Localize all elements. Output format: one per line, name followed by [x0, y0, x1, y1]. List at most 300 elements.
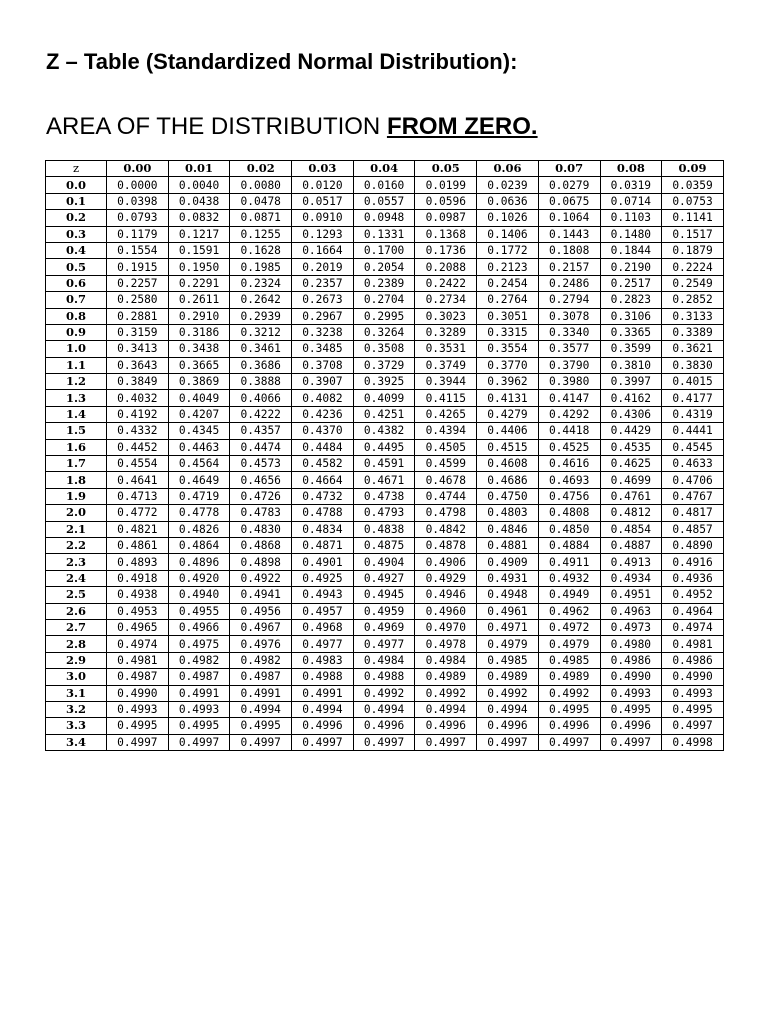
table-cell: 0.4977	[353, 636, 415, 652]
table-cell: 0.4251	[353, 406, 415, 422]
table-cell: 0.3599	[600, 341, 662, 357]
table-cell: 0.4920	[168, 570, 230, 586]
table-cell: 0.4890	[662, 537, 724, 553]
table-cell: 0.4463	[168, 439, 230, 455]
table-cell: 0.4994	[292, 701, 354, 717]
row-header: 0.2	[46, 210, 107, 226]
table-cell: 0.4955	[168, 603, 230, 619]
row-header: 2.2	[46, 537, 107, 553]
table-cell: 0.4995	[662, 701, 724, 717]
table-cell: 0.2580	[107, 292, 169, 308]
table-cell: 0.1950	[168, 259, 230, 275]
table-row	[46, 734, 724, 750]
table-cell: 0.4394	[415, 423, 477, 439]
table-cell: 0.1664	[292, 242, 354, 258]
table-cell: 0.4995	[538, 701, 600, 717]
row-header: 1.5	[46, 423, 107, 439]
table-cell: 0.4943	[292, 587, 354, 603]
table-cell: 0.4830	[230, 521, 292, 537]
table-cell: 0.4946	[415, 587, 477, 603]
table-cell: 0.4904	[353, 554, 415, 570]
table-cell: 0.4983	[292, 652, 354, 668]
table-cell: 0.4726	[230, 488, 292, 504]
row-header: 0.5	[46, 259, 107, 275]
table-cell: 0.4940	[168, 587, 230, 603]
table-row	[46, 324, 724, 340]
table-cell: 0.0753	[662, 193, 724, 209]
table-cell: 0.4332	[107, 423, 169, 439]
table-cell: 0.4901	[292, 554, 354, 570]
table-cell: 0.4927	[353, 570, 415, 586]
table-cell: 0.4995	[168, 718, 230, 734]
table-cell: 0.0199	[415, 177, 477, 193]
table-cell: 0.4934	[600, 570, 662, 586]
table-cell: 0.4997	[292, 734, 354, 750]
table-cell: 0.4319	[662, 406, 724, 422]
corner-cell: z	[46, 161, 107, 177]
table-cell: 0.4909	[477, 554, 539, 570]
table-row	[46, 341, 724, 357]
table-cell: 0.4996	[292, 718, 354, 734]
table-cell: 0.4656	[230, 472, 292, 488]
table-cell: 0.3508	[353, 341, 415, 357]
table-cell: 0.0910	[292, 210, 354, 226]
table-cell: 0.4599	[415, 456, 477, 472]
table-cell: 0.1443	[538, 226, 600, 242]
table-cell: 0.4803	[477, 505, 539, 521]
table-cell: 0.4608	[477, 456, 539, 472]
table-row	[46, 357, 724, 373]
table-cell: 0.2123	[477, 259, 539, 275]
table-cell: 0.4236	[292, 406, 354, 422]
table-cell: 0.2291	[168, 275, 230, 291]
table-row	[46, 652, 724, 668]
table-cell: 0.3289	[415, 324, 477, 340]
table-cell: 0.2704	[353, 292, 415, 308]
table-cell: 0.3869	[168, 374, 230, 390]
column-header: 0.01	[168, 161, 230, 177]
table-cell: 0.4996	[538, 718, 600, 734]
table-cell: 0.4821	[107, 521, 169, 537]
table-cell: 0.0239	[477, 177, 539, 193]
row-header: 3.2	[46, 701, 107, 717]
table-cell: 0.4964	[662, 603, 724, 619]
table-cell: 0.4772	[107, 505, 169, 521]
table-cell: 0.2019	[292, 259, 354, 275]
table-cell: 0.1103	[600, 210, 662, 226]
table-row	[46, 259, 724, 275]
table-cell: 0.4515	[477, 439, 539, 455]
z-table-body	[46, 177, 724, 751]
table-cell: 0.4979	[477, 636, 539, 652]
table-cell: 0.3810	[600, 357, 662, 373]
table-cell: 0.4986	[600, 652, 662, 668]
table-cell: 0.4713	[107, 488, 169, 504]
table-row	[46, 406, 724, 422]
table-cell: 0.0120	[292, 177, 354, 193]
table-row	[46, 193, 724, 209]
table-cell: 0.4968	[292, 619, 354, 635]
table-cell: 0.4429	[600, 423, 662, 439]
table-cell: 0.4633	[662, 456, 724, 472]
table-cell: 0.4990	[600, 669, 662, 685]
table-cell: 0.4997	[353, 734, 415, 750]
table-cell: 0.0636	[477, 193, 539, 209]
table-cell: 0.1064	[538, 210, 600, 226]
table-cell: 0.4535	[600, 439, 662, 455]
table-cell: 0.2486	[538, 275, 600, 291]
table-cell: 0.4015	[662, 374, 724, 390]
table-cell: 0.2157	[538, 259, 600, 275]
table-cell: 0.4573	[230, 456, 292, 472]
table-cell: 0.4993	[107, 701, 169, 717]
row-header: 2.1	[46, 521, 107, 537]
table-cell: 0.4966	[168, 619, 230, 635]
table-cell: 0.3531	[415, 341, 477, 357]
table-cell: 0.4989	[538, 669, 600, 685]
table-cell: 0.2389	[353, 275, 415, 291]
table-cell: 0.1985	[230, 259, 292, 275]
table-row	[46, 619, 724, 635]
table-cell: 0.4306	[600, 406, 662, 422]
table-cell: 0.2190	[600, 259, 662, 275]
table-cell: 0.4987	[230, 669, 292, 685]
table-row	[46, 636, 724, 652]
table-cell: 0.4868	[230, 537, 292, 553]
column-header: 0.09	[662, 161, 724, 177]
row-header: 0.1	[46, 193, 107, 209]
table-cell: 0.2549	[662, 275, 724, 291]
table-cell: 0.4997	[477, 734, 539, 750]
table-cell: 0.1368	[415, 226, 477, 242]
table-cell: 0.4554	[107, 456, 169, 472]
row-header: 3.4	[46, 734, 107, 750]
table-cell: 0.4922	[230, 570, 292, 586]
table-cell: 0.3686	[230, 357, 292, 373]
table-cell: 0.4992	[353, 685, 415, 701]
table-cell: 0.0675	[538, 193, 600, 209]
table-cell: 0.0596	[415, 193, 477, 209]
table-cell: 0.3159	[107, 324, 169, 340]
row-header: 1.8	[46, 472, 107, 488]
table-cell: 0.4931	[477, 570, 539, 586]
table-cell: 0.4686	[477, 472, 539, 488]
table-cell: 0.4965	[107, 619, 169, 635]
table-cell: 0.0040	[168, 177, 230, 193]
table-cell: 0.2324	[230, 275, 292, 291]
table-cell: 0.4382	[353, 423, 415, 439]
table-row	[46, 390, 724, 406]
table-row	[46, 275, 724, 291]
z-table-header	[46, 161, 724, 177]
table-cell: 0.4115	[415, 390, 477, 406]
table-cell: 0.2673	[292, 292, 354, 308]
row-header: 2.7	[46, 619, 107, 635]
table-row	[46, 521, 724, 537]
table-cell: 0.4974	[662, 619, 724, 635]
table-cell: 0.4406	[477, 423, 539, 439]
row-header: 1.2	[46, 374, 107, 390]
row-header: 3.3	[46, 718, 107, 734]
table-cell: 0.4988	[353, 669, 415, 685]
table-cell: 0.4793	[353, 505, 415, 521]
table-cell: 0.2852	[662, 292, 724, 308]
table-cell: 0.4936	[662, 570, 724, 586]
table-cell: 0.4099	[353, 390, 415, 406]
table-cell: 0.4986	[662, 652, 724, 668]
table-cell: 0.4957	[292, 603, 354, 619]
table-cell: 0.4985	[538, 652, 600, 668]
table-cell: 0.4959	[353, 603, 415, 619]
table-row	[46, 292, 724, 308]
table-cell: 0.1844	[600, 242, 662, 258]
table-cell: 0.4949	[538, 587, 600, 603]
table-cell: 0.4932	[538, 570, 600, 586]
table-cell: 0.4767	[662, 488, 724, 504]
table-cell: 0.1554	[107, 242, 169, 258]
subtitle-prefix: AREA OF THE DISTRIBUTION	[46, 113, 387, 140]
row-header: 2.3	[46, 554, 107, 570]
table-cell: 0.3264	[353, 324, 415, 340]
table-cell: 0.4960	[415, 603, 477, 619]
table-cell: 0.4973	[600, 619, 662, 635]
table-cell: 0.4911	[538, 554, 600, 570]
page-subtitle	[46, 112, 538, 142]
table-cell: 0.4898	[230, 554, 292, 570]
table-cell: 0.4778	[168, 505, 230, 521]
table-cell: 0.4812	[600, 505, 662, 521]
table-cell: 0.4997	[230, 734, 292, 750]
table-cell: 0.4345	[168, 423, 230, 439]
table-cell: 0.0000	[107, 177, 169, 193]
table-cell: 0.4990	[662, 669, 724, 685]
table-cell: 0.4699	[600, 472, 662, 488]
row-header: 2.6	[46, 603, 107, 619]
table-cell: 0.2764	[477, 292, 539, 308]
table-cell: 0.1217	[168, 226, 230, 242]
table-cell: 0.3365	[600, 324, 662, 340]
table-cell: 0.2794	[538, 292, 600, 308]
table-cell: 0.4756	[538, 488, 600, 504]
table-cell: 0.1628	[230, 242, 292, 258]
table-cell: 0.4925	[292, 570, 354, 586]
table-cell: 0.4452	[107, 439, 169, 455]
table-cell: 0.1700	[353, 242, 415, 258]
table-cell: 0.4798	[415, 505, 477, 521]
table-cell: 0.4864	[168, 537, 230, 553]
table-cell: 0.4049	[168, 390, 230, 406]
table-cell: 0.1331	[353, 226, 415, 242]
table-cell: 0.0793	[107, 210, 169, 226]
table-cell: 0.4706	[662, 472, 724, 488]
table-cell: 0.4370	[292, 423, 354, 439]
table-cell: 0.4207	[168, 406, 230, 422]
table-cell: 0.3708	[292, 357, 354, 373]
table-cell: 0.4990	[107, 685, 169, 701]
table-cell: 0.4878	[415, 537, 477, 553]
table-cell: 0.4991	[230, 685, 292, 701]
row-header: 1.4	[46, 406, 107, 422]
table-cell: 0.0160	[353, 177, 415, 193]
table-cell: 0.4505	[415, 439, 477, 455]
table-cell: 0.3485	[292, 341, 354, 357]
table-cell: 0.3051	[477, 308, 539, 324]
table-cell: 0.2939	[230, 308, 292, 324]
table-cell: 0.4977	[292, 636, 354, 652]
table-cell: 0.4997	[415, 734, 477, 750]
table-cell: 0.3888	[230, 374, 292, 390]
table-cell: 0.0714	[600, 193, 662, 209]
table-cell: 0.4693	[538, 472, 600, 488]
table-cell: 0.4987	[107, 669, 169, 685]
table-cell: 0.3830	[662, 357, 724, 373]
table-cell: 0.3643	[107, 357, 169, 373]
table-cell: 0.1255	[230, 226, 292, 242]
table-cell: 0.4993	[600, 685, 662, 701]
row-header: 1.9	[46, 488, 107, 504]
table-cell: 0.4994	[477, 701, 539, 717]
table-cell: 0.0438	[168, 193, 230, 209]
row-header: 0.6	[46, 275, 107, 291]
table-cell: 0.4938	[107, 587, 169, 603]
table-cell: 0.0359	[662, 177, 724, 193]
table-cell: 0.1406	[477, 226, 539, 242]
table-cell: 0.4996	[477, 718, 539, 734]
table-cell: 0.4993	[168, 701, 230, 717]
table-cell: 0.4131	[477, 390, 539, 406]
table-cell: 0.4192	[107, 406, 169, 422]
table-cell: 0.4808	[538, 505, 600, 521]
table-cell: 0.1772	[477, 242, 539, 258]
row-header: 1.7	[46, 456, 107, 472]
column-header: 0.04	[353, 161, 415, 177]
table-cell: 0.1480	[600, 226, 662, 242]
table-cell: 0.2881	[107, 308, 169, 324]
table-cell: 0.2357	[292, 275, 354, 291]
table-cell: 0.4788	[292, 505, 354, 521]
table-cell: 0.0319	[600, 177, 662, 193]
table-row	[46, 423, 724, 439]
table-cell: 0.2224	[662, 259, 724, 275]
subtitle-emphasis: FROM ZERO.	[386, 113, 538, 140]
table-cell: 0.4980	[600, 636, 662, 652]
table-cell: 0.4032	[107, 390, 169, 406]
table-cell: 0.3944	[415, 374, 477, 390]
table-cell: 0.0987	[415, 210, 477, 226]
table-cell: 0.4991	[168, 685, 230, 701]
table-cell: 0.4082	[292, 390, 354, 406]
table-cell: 0.4992	[538, 685, 600, 701]
table-cell: 0.1808	[538, 242, 600, 258]
table-cell: 0.4564	[168, 456, 230, 472]
table-cell: 0.0948	[353, 210, 415, 226]
column-header: 0.05	[415, 161, 477, 177]
table-row	[46, 177, 724, 193]
table-cell: 0.4162	[600, 390, 662, 406]
table-cell: 0.4850	[538, 521, 600, 537]
table-cell: 0.4418	[538, 423, 600, 439]
table-cell: 0.4671	[353, 472, 415, 488]
table-cell: 0.4484	[292, 439, 354, 455]
table-cell: 0.4941	[230, 587, 292, 603]
table-cell: 0.4875	[353, 537, 415, 553]
table-row	[46, 554, 724, 570]
table-cell: 0.4972	[538, 619, 600, 635]
table-row	[46, 374, 724, 390]
table-cell: 0.3238	[292, 324, 354, 340]
table-cell: 0.4066	[230, 390, 292, 406]
table-cell: 0.4495	[353, 439, 415, 455]
table-cell: 0.4948	[477, 587, 539, 603]
table-cell: 0.1026	[477, 210, 539, 226]
table-cell: 0.1141	[662, 210, 724, 226]
table-cell: 0.4984	[415, 652, 477, 668]
row-header: 0.9	[46, 324, 107, 340]
table-cell: 0.1293	[292, 226, 354, 242]
column-header: 0.03	[292, 161, 354, 177]
table-cell: 0.4975	[168, 636, 230, 652]
table-cell: 0.4945	[353, 587, 415, 603]
table-cell: 0.4987	[168, 669, 230, 685]
table-cell: 0.4971	[477, 619, 539, 635]
column-header: 0.08	[600, 161, 662, 177]
table-cell: 0.4993	[662, 685, 724, 701]
table-cell: 0.4970	[415, 619, 477, 635]
table-row	[46, 472, 724, 488]
table-row	[46, 488, 724, 504]
z-table	[45, 160, 724, 751]
table-cell: 0.3438	[168, 341, 230, 357]
table-cell: 0.4997	[600, 734, 662, 750]
table-cell: 0.4625	[600, 456, 662, 472]
table-cell: 0.4974	[107, 636, 169, 652]
table-cell: 0.4951	[600, 587, 662, 603]
row-header: 1.1	[46, 357, 107, 373]
table-cell: 0.4916	[662, 554, 724, 570]
table-cell: 0.4846	[477, 521, 539, 537]
table-cell: 0.4441	[662, 423, 724, 439]
row-header: 2.9	[46, 652, 107, 668]
table-cell: 0.4893	[107, 554, 169, 570]
column-header: 0.07	[538, 161, 600, 177]
table-cell: 0.4871	[292, 537, 354, 553]
table-cell: 0.1517	[662, 226, 724, 242]
table-cell: 0.3849	[107, 374, 169, 390]
table-cell: 0.3577	[538, 341, 600, 357]
table-cell: 0.2517	[600, 275, 662, 291]
table-cell: 0.3925	[353, 374, 415, 390]
table-cell: 0.4887	[600, 537, 662, 553]
table-cell: 0.4994	[415, 701, 477, 717]
table-cell: 0.4969	[353, 619, 415, 635]
table-cell: 0.4738	[353, 488, 415, 504]
page-title: Z – Table (Standardized Normal Distribution):	[46, 49, 518, 74]
table-row	[46, 701, 724, 717]
table-cell: 0.4906	[415, 554, 477, 570]
table-cell: 0.4967	[230, 619, 292, 635]
table-cell: 0.1591	[168, 242, 230, 258]
table-cell: 0.4929	[415, 570, 477, 586]
table-cell: 0.4982	[168, 652, 230, 668]
table-cell: 0.1179	[107, 226, 169, 242]
row-header: 1.6	[46, 439, 107, 455]
table-cell: 0.2910	[168, 308, 230, 324]
row-header: 2.8	[46, 636, 107, 652]
table-cell: 0.1915	[107, 259, 169, 275]
table-cell: 0.4984	[353, 652, 415, 668]
table-row	[46, 718, 724, 734]
row-header: 1.0	[46, 341, 107, 357]
